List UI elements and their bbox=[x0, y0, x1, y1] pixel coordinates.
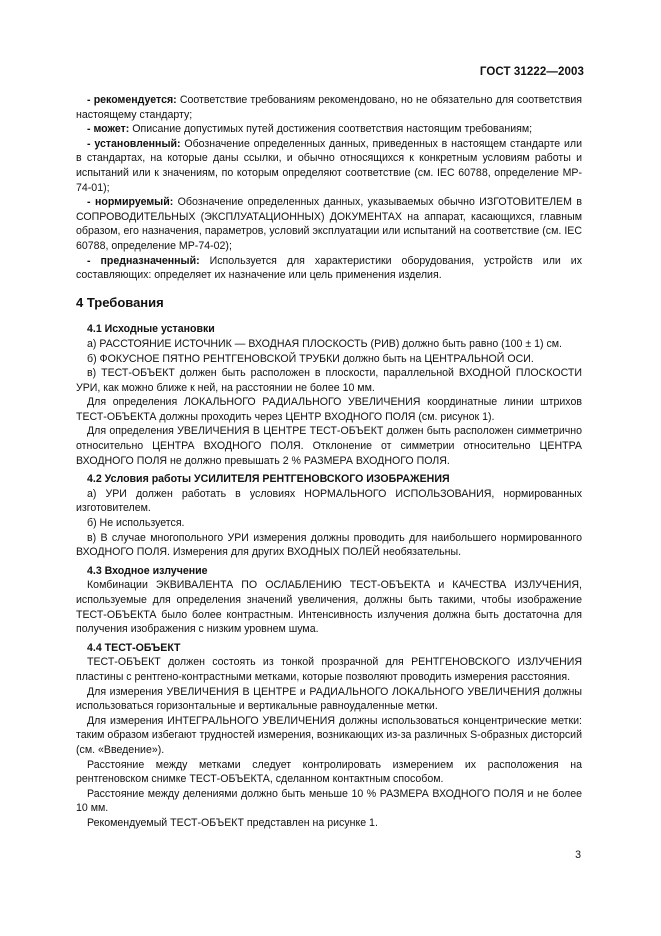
paragraph: а) РАССТОЯНИЕ ИСТОЧНИК — ВХОДНАЯ ПЛОСКОСТЬ (РИВ) должно быть равно (100 ± 1) см. bbox=[87, 337, 562, 350]
definition-text: Используется для характеристики оборудования, устройств или их составляющих: определяет их назначение или цель применения изделия. bbox=[76, 254, 582, 282]
definition-specified bbox=[76, 137, 582, 195]
paragraph: Комбинации ЭКВИВАЛЕНТА ПО ОСЛАБЛЕНИЮ ТЕСТ-ОБЪЕКТА и КАЧЕСТВА ИЗЛУЧЕНИЯ, используемые для определения значений увеличения, должны быть такими, чтобы изображение ТЕСТ-ОБЪЕКТА было более контрастным. Интенсивность излучения должна быть достаточна для получения изображения с низким уровнем шума. bbox=[76, 579, 582, 636]
definition-term: - может: bbox=[87, 123, 130, 136]
definition-rated bbox=[76, 195, 582, 253]
paragraph: б) Не используется. bbox=[87, 517, 185, 530]
paragraph: Для измерения УВЕЛИЧЕНИЯ В ЦЕНТРЕ и РАДИАЛЬНОГО ЛОКАЛЬНОГО УВЕЛИЧЕНИЯ должны использоваться горизонтальные и вертикальные равноудаленные метки. bbox=[76, 685, 582, 713]
definition-recommended bbox=[76, 93, 582, 122]
paragraph: Для определения ЛОКАЛЬНОГО РАДИАЛЬНОГО УВЕЛИЧЕНИЯ координатные линии штрихов ТЕСТ-ОБЪЕКТА должны проходить через ЦЕНТР ВХОДНОГО ПОЛЯ (см. рисунок 1). bbox=[76, 396, 582, 423]
paragraph: Рекомендуемый ТЕСТ-ОБЪЕКТ представлен на рисунке 1. bbox=[87, 816, 378, 829]
page-content bbox=[76, 93, 582, 831]
subsection-4-4-heading: 4.4 ТЕСТ-ОБЪЕКТ bbox=[87, 641, 181, 654]
definition-term: - предназначенный: bbox=[87, 254, 200, 267]
section-4-heading: 4 Требования bbox=[76, 294, 164, 310]
paragraph: Расстояние между метками следует контролировать измерением их расположения на рентгеновском снимке ТЕСТ-ОБЪЕКТА, сделанном контактным способом. bbox=[76, 758, 582, 786]
subsection-4-3-heading: 4.3 Входное излучение bbox=[87, 564, 208, 577]
paragraph: в) ТЕСТ-ОБЪЕКТ должен быть расположен в плоскости, параллельной ВХОДНОЙ ПЛОСКОСТИ УРИ, как можно ближе к ней, на расстоянии не более 10 мм. bbox=[76, 367, 582, 394]
paragraph: Расстояние между делениями должно быть меньше 10 % РАЗМЕРА ВХОДНОГО ПОЛЯ и не более 10 мм. bbox=[76, 787, 582, 815]
definition-term: - установленный: bbox=[87, 137, 181, 150]
standard-code: ГОСТ 31222—2003 bbox=[479, 66, 584, 78]
definition-term: - рекомендуется: bbox=[87, 94, 177, 106]
paragraph: ТЕСТ-ОБЪЕКТ должен состоять из тонкой прозрачной для РЕНТГЕНОВСКОГО ИЗЛУЧЕНИЯ пластины с рентгено-контрастными метками, которые позволяют проводить измерения расстояния. bbox=[76, 656, 582, 683]
paragraph: б) ФОКУСНОЕ ПЯТНО РЕНТГЕНОВСКОЙ ТРУБКИ должно быть на ЦЕНТРАЛЬНОЙ ОСИ. bbox=[87, 352, 534, 365]
paragraph: Для измерения ИНТЕГРАЛЬНОГО УВЕЛИЧЕНИЯ должны использоваться концентрические метки: таким образом избегают трудностей измерения, возникающих из-за различных S-образных дисторсий (см. «Введение»). bbox=[76, 714, 582, 756]
definition-text: Соответствие требованиям рекомендовано, но не обязательно для соответствия настоящему стандарту; bbox=[76, 94, 582, 121]
definition-text: Описание допустимых путей достижения соответствия настоящим требованиям; bbox=[129, 123, 533, 136]
definition-may bbox=[76, 122, 582, 137]
definition-term: - нормируемый: bbox=[87, 196, 174, 209]
definition-text: Обозначение определенных данных, указываемых обычно ИЗГОТОВИТЕЛЕМ в СОПРОВОДИТЕЛЬНЫХ (ЭКСПЛУАТАЦИОННЫХ) ДОКУМЕНТАХ на аппарат, касающихся, главным образом, его назначения, параметров, условий эксплуатации или испытаний на соответствие (см. IEC 60788, определение MP-74-02); bbox=[76, 196, 582, 252]
paragraph: а) УРИ должен работать в условиях НОРМАЛЬНОГО ИСПОЛЬЗОВАНИЯ, нормированных изготовителем. bbox=[76, 487, 582, 515]
subsection-4-2-heading: 4.2 Условия работы УСИЛИТЕЛЯ РЕНТГЕНОВСКОГО ИЗОБРАЖЕНИЯ bbox=[87, 473, 450, 486]
paragraph: в) В случае многопольного УРИ измерения должны проводить для наибольшего нормированного ВХОДНОГО ПОЛЯ. Измерения для других ВХОДНЫХ ПОЛЕЙ необязательны. bbox=[76, 531, 582, 559]
page-number: 3 bbox=[575, 849, 581, 861]
definition-intended bbox=[76, 254, 582, 283]
definition-text: Обозначение определенных данных, приведенных в настоящем стандарте или в стандартах, на которые даны ссылки, и обычно относящихся к конкретным условиям работы и испытаний или к значениям, по которым определяют соответствие (см. IEC 60788, определение MP-74-01); bbox=[76, 137, 583, 194]
paragraph: Для определения УВЕЛИЧЕНИЯ В ЦЕНТРЕ ТЕСТ-ОБЪЕКТ должен быть расположен симметрично относительно ЦЕНТРА ВХОДНОГО ПОЛЯ. Отклонение от симметрии относительно ЦЕНТРА ВХОДНОГО ПОЛЯ не должно превышать 2 % РАЗМЕРА ВХОДНОГО ПОЛЯ. bbox=[76, 425, 582, 467]
subsection-4-1-heading: 4.1 Исходные установки bbox=[87, 323, 215, 336]
